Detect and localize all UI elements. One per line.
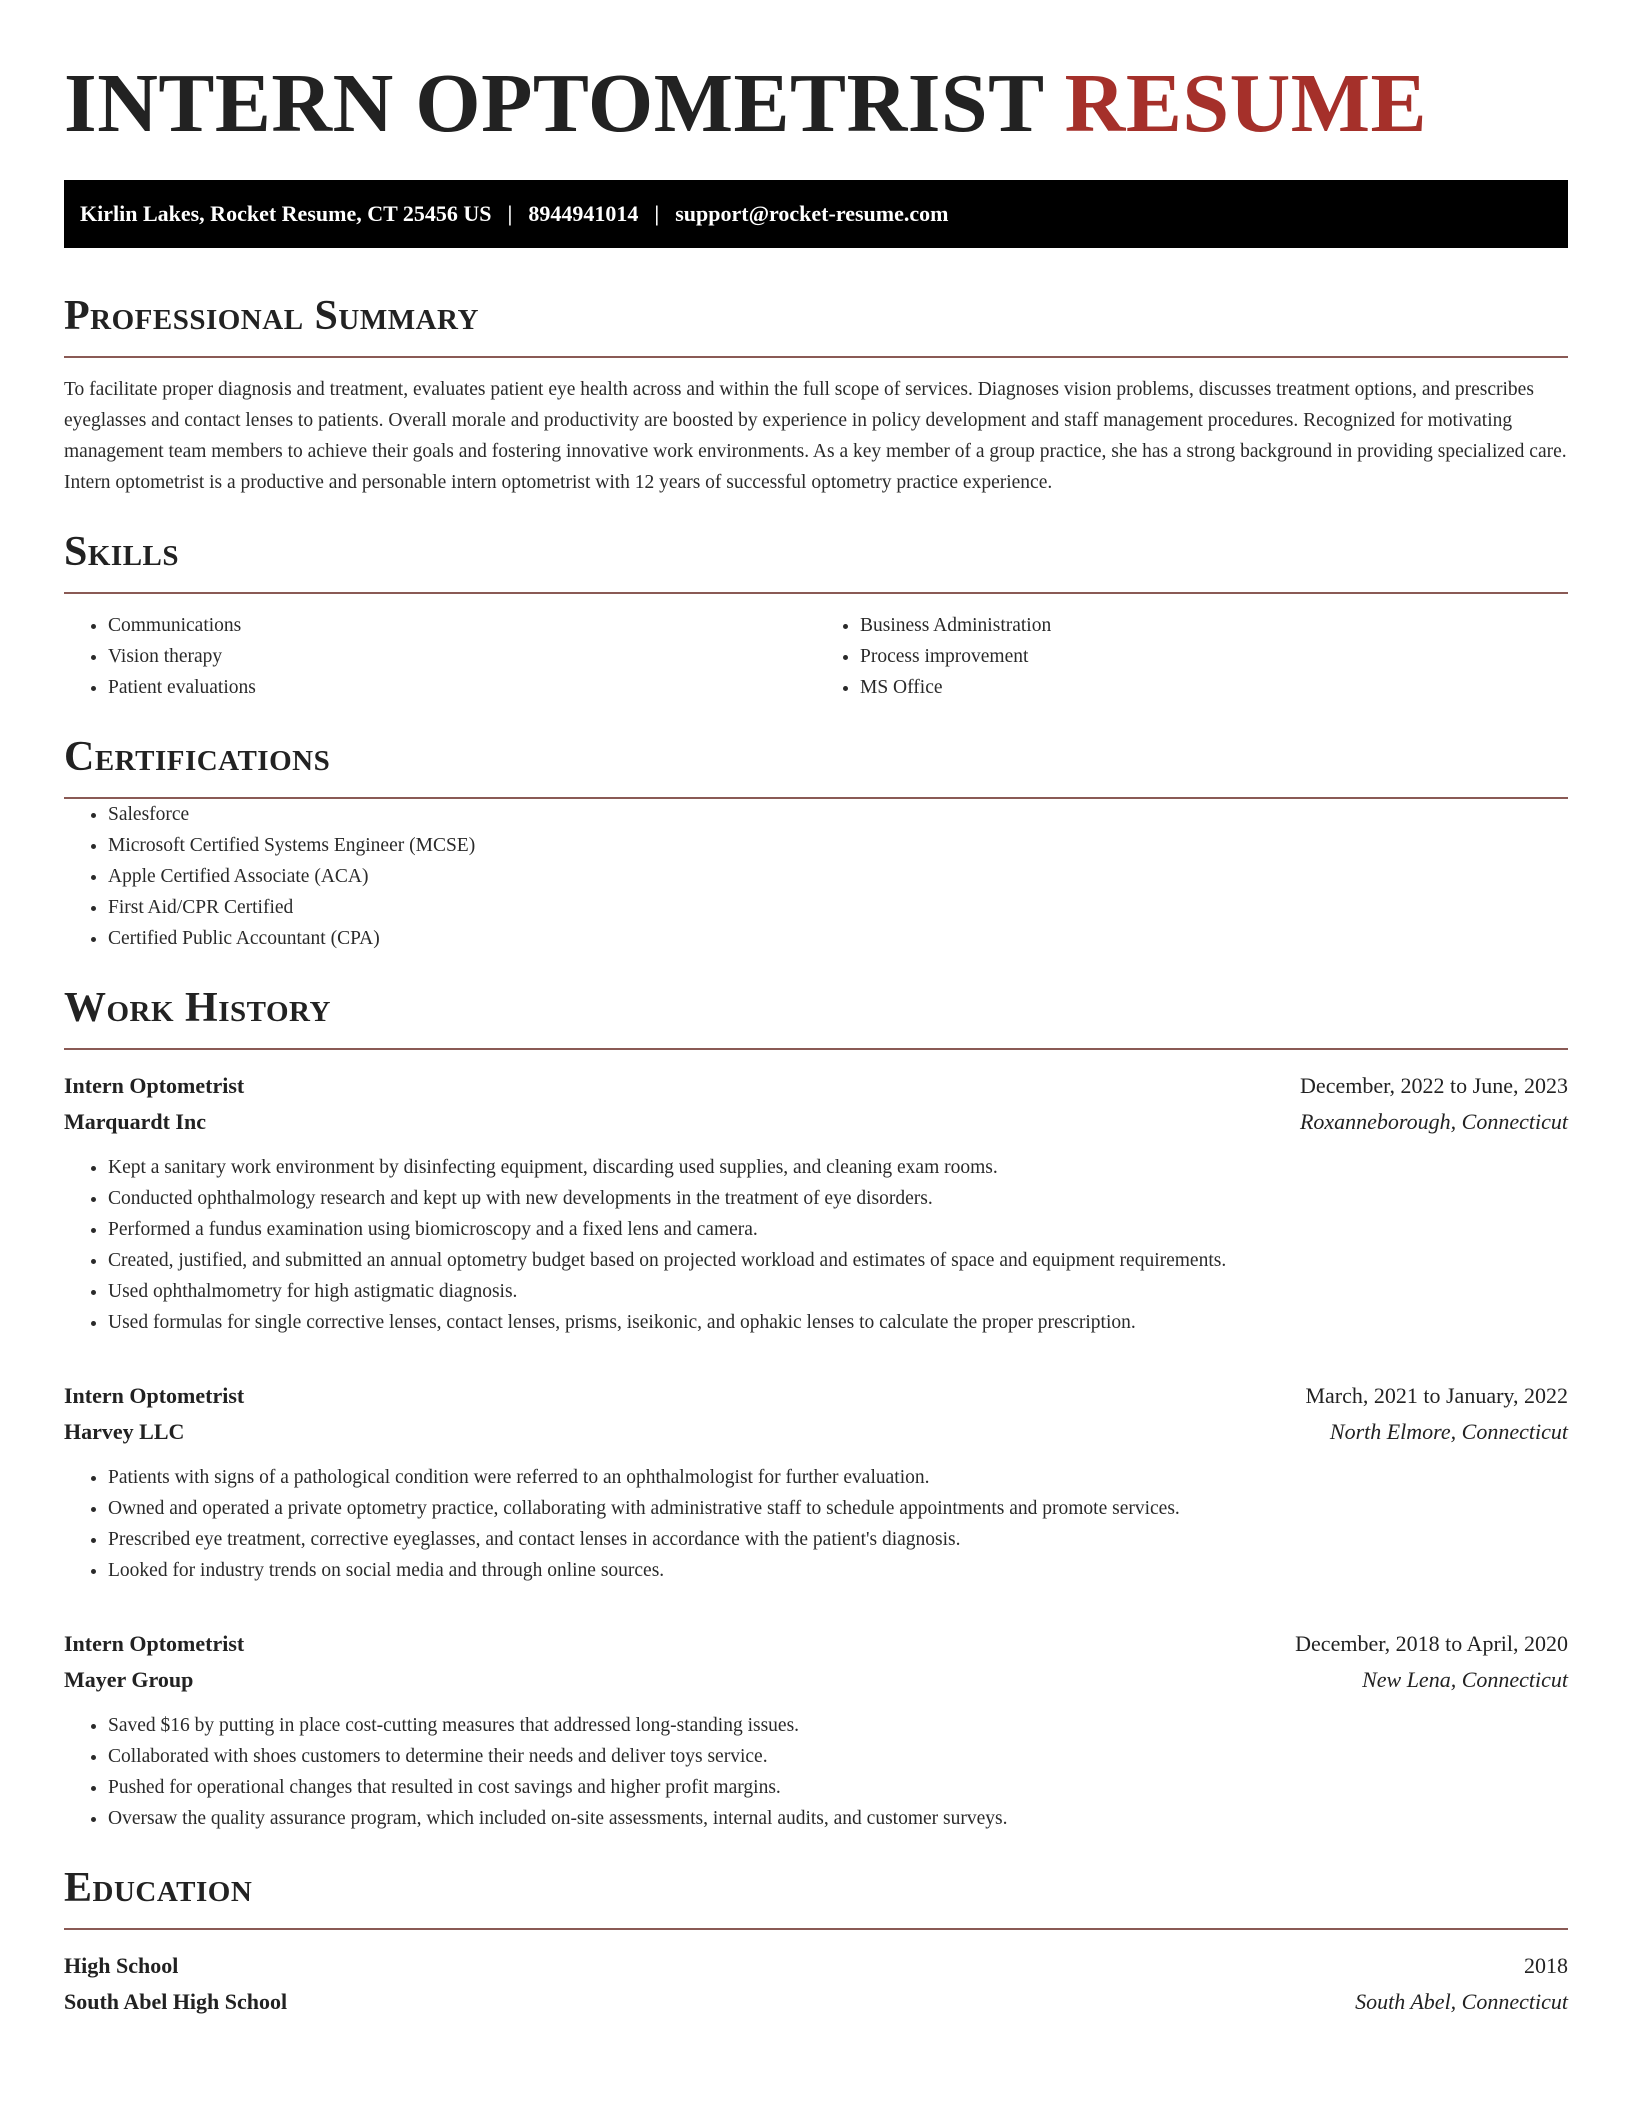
contact-phone: 8944941014 (528, 201, 639, 226)
job-bullet: • Saved $16 by putting in place cost-cutting measures that addressed long-standing issues. (108, 1710, 1568, 1741)
skill-item: • Communications (108, 610, 816, 641)
job-title: Intern Optometrist (64, 1383, 245, 1408)
job-header-row (64, 1068, 1568, 1104)
job-bullet: • Looked for industry trends on social media and through online sources. (108, 1555, 1568, 1586)
job-dates: December, 2018 to April, 2020 (1295, 1631, 1568, 1656)
education-location: South Abel, Connecticut (1355, 1989, 1568, 2014)
job-company: Marquardt Inc (64, 1109, 206, 1134)
education-year: 2018 (1524, 1953, 1568, 1978)
section-divider (64, 592, 1568, 594)
education-heading: Education (64, 1865, 253, 1911)
skills-heading: Skills (64, 529, 180, 575)
education-section (64, 1864, 1568, 2020)
job-company-row (64, 1662, 1568, 1698)
skills-section (64, 528, 1568, 703)
job-bullet: • Prescribed eye treatment, corrective eyeglasses, and contact lenses in accordance with the patient's diagnosis. (108, 1524, 1568, 1555)
title-main: INTERN OPTOMETRIST (64, 57, 1044, 150)
skill-item: • Patient evaluations (108, 672, 816, 703)
job-dates: December, 2022 to June, 2023 (1300, 1073, 1568, 1098)
skill-item: • Process improvement (860, 641, 1568, 672)
job-title: Intern Optometrist (64, 1073, 245, 1098)
certification-item: • First Aid/CPR Certified (108, 892, 1568, 923)
job-bullet: • Oversaw the quality assurance program, which included on-site assessments, internal audits, and customer surveys. (108, 1803, 1568, 1834)
job-dates: March, 2021 to January, 2022 (1305, 1383, 1568, 1408)
job-bullet: • Conducted ophthalmology research and kept up with new developments in the treatment of eye disorders. (108, 1183, 1568, 1214)
job-location: New Lena, Connecticut (1362, 1667, 1568, 1692)
contact-address: Kirlin Lakes, Rocket Resume, CT 25456 US (80, 201, 492, 226)
job-bullet: • Created, justified, and submitted an annual optometry budget based on projected workload and estimates of space and equipment requirements. (108, 1245, 1568, 1276)
job-bullet: • Patients with signs of a pathological condition were referred to an ophthalmologist for further evaluation. (108, 1462, 1568, 1493)
summary-section (64, 292, 1568, 498)
skill-item: • Vision therapy (108, 641, 816, 672)
summary-text: To facilitate proper diagnosis and treatment, evaluates patient eye health across and within the full scope of services. Diagnoses vision problems, discusses treatment options, and prescribes eyeglasses and contact lenses to patients. Overall morale and productivity are boosted by experience in policy development and staff management procedures. Recognized for motivating management team members to achieve their goals and fostering innovative work environments. As a key member of a group practice, she has a strong background in providing specialized care. Intern optometrist is a productive and personable intern optometrist with 12 years of successful optometry practice experience. (64, 379, 1567, 493)
contact-email[interactable]: support@rocket-resume.com (675, 201, 949, 226)
certifications-heading: Certifications (64, 734, 331, 780)
job-entry (64, 1378, 1568, 1586)
section-divider (64, 1048, 1568, 1050)
title-accent: RESUME (1064, 57, 1428, 150)
job-entry (64, 1068, 1568, 1338)
skill-item: • MS Office (860, 672, 1568, 703)
education-degree-row (64, 1948, 1568, 1984)
job-header-row (64, 1626, 1568, 1662)
resume-title (64, 58, 1568, 150)
job-bullets (64, 1152, 1568, 1338)
certifications-list (64, 799, 1568, 954)
contact-bar (64, 180, 1568, 248)
contact-separator: | (507, 201, 513, 226)
job-bullet: • Performed a fundus examination using biomicroscopy and a fixed lens and camera. (108, 1214, 1568, 1245)
certification-item: • Microsoft Certified Systems Engineer (MCSE) (108, 830, 1568, 861)
education-school: South Abel High School (64, 1989, 288, 2014)
job-company: Mayer Group (64, 1667, 194, 1692)
job-header-row (64, 1378, 1568, 1414)
job-entry (64, 1626, 1568, 1834)
skill-item: • Business Administration (860, 610, 1568, 641)
job-company: Harvey LLC (64, 1419, 185, 1444)
job-bullet: • Pushed for operational changes that resulted in cost savings and higher profit margins. (108, 1772, 1568, 1803)
section-divider (64, 1928, 1568, 1930)
job-bullets (64, 1462, 1568, 1586)
job-company-row (64, 1104, 1568, 1140)
skills-grid (64, 610, 1568, 703)
certification-item: • Apple Certified Associate (ACA) (108, 861, 1568, 892)
job-company-row (64, 1414, 1568, 1450)
job-bullet: • Owned and operated a private optometry practice, collaborating with administrative staff to schedule appointments and promote services. (108, 1493, 1568, 1524)
job-title: Intern Optometrist (64, 1631, 245, 1656)
skills-list-right (816, 610, 1568, 703)
work-history-section (64, 984, 1568, 1834)
job-bullet: • Collaborated with shoes customers to determine their needs and deliver toys service. (108, 1741, 1568, 1772)
job-bullets (64, 1710, 1568, 1834)
education-school-row (64, 1984, 1568, 2020)
section-divider (64, 356, 1568, 358)
contact-separator: | (654, 201, 660, 226)
certification-item: • Certified Public Accountant (CPA) (108, 923, 1568, 954)
job-bullet: • Used formulas for single corrective lenses, contact lenses, prisms, iseikonic, and ophakic lenses to calculate the proper prescription. (108, 1307, 1568, 1338)
job-location: Roxanneborough, Connecticut (1299, 1109, 1568, 1134)
work-history-heading: Work History (64, 985, 331, 1031)
job-location: North Elmore, Connecticut (1329, 1419, 1568, 1444)
summary-heading: Professional Summary (64, 293, 479, 339)
education-degree: High School (64, 1953, 179, 1978)
certification-item: • Salesforce (108, 799, 1568, 830)
skills-list-left (64, 610, 816, 703)
job-bullet: • Used ophthalmometry for high astigmatic diagnosis. (108, 1276, 1568, 1307)
job-bullet: • Kept a sanitary work environment by disinfecting equipment, discarding used supplies, and cleaning exam rooms. (108, 1152, 1568, 1183)
certifications-section (64, 733, 1568, 954)
education-entry (64, 1948, 1568, 2020)
